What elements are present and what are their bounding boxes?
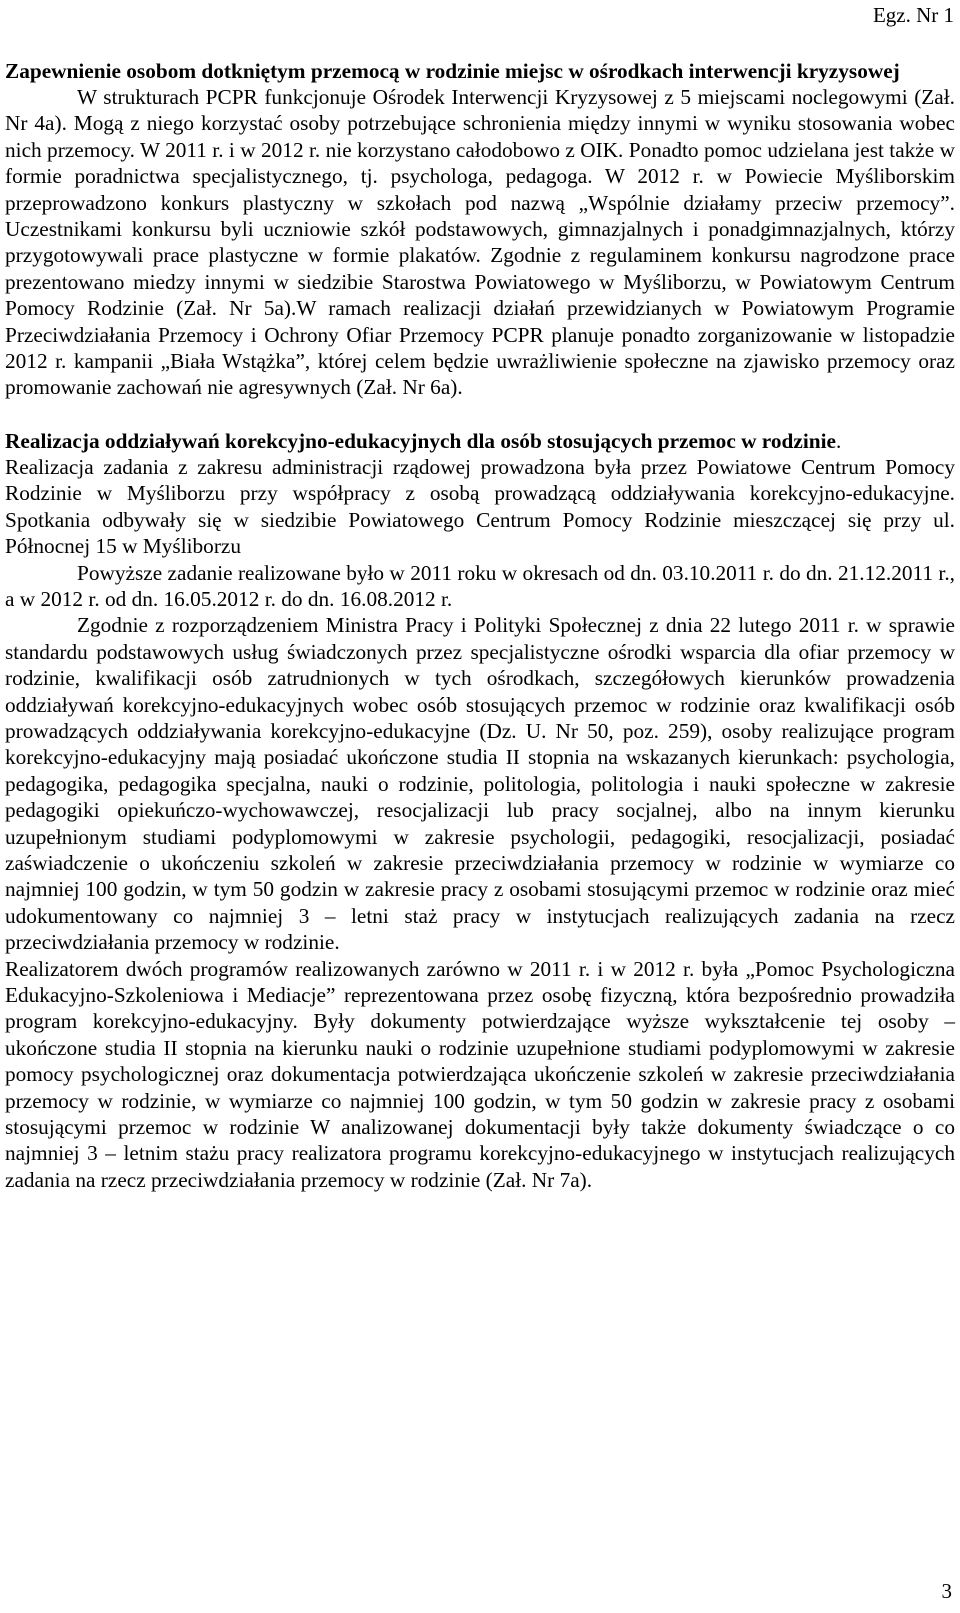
section-gap [5, 401, 955, 428]
attachment-label: Egz. Nr 1 [872, 3, 954, 27]
section2-title-suffix: . [835, 428, 842, 453]
section2-title-text: Realizacja oddziaływań korekcyjno-edukacyjnych dla osób stosujących przemoc w rodzinie [5, 428, 836, 453]
section2-paragraph-1: Realizacja zadania z zakresu administracji rządowej prowadzona była przez Powiatowe Centrum Pomocy Rodzinie w Myśliborzu przy współpracy z osobą prowadzącą oddziaływania korekcyjno-edukacyjne. Spotkania odbywały się w siedzibie Powiatowego Centrum Pomocy Rodzinie mieszczącej się przy ul. Północnej 15 w Myśliborzu [5, 454, 955, 559]
section2-paragraph-4: Realizatorem dwóch programów realizowanych zarówno w 2011 r. i w 2012 r. była „Pomoc Psychologiczna Edukacyjno-Szkoleniowa i Mediacje” reprezentowana przez osobę fizyczną, która bezpośrednio prowadziła program korekcyjno-edukacyjny. Były dokumenty potwierdzające wyższe wykształcenie tej osoby – ukończone studia II stopnia na kierunku nauki o rodzinie uzupełnione studiami podyplomowymi w zakresie pomocy psychologicznej oraz dokumentacja potwierdzająca ukończenie szkoleń w zakresie przeciwdziałania przemocy w rodzinie, w wymiarze co najmniej 100 godzin, w tym 50 godzin w zakresie pracy z osobami stosującymi przemoc w rodzinie W analizowanej dokumentacji były także dokumenty świadczące o co najmniej 3 – letnim stażu pracy realizatora programu korekcyjno-edukacyjnego w instytucjach realizujących zadania na rzecz przeciwdziałania przemocy w rodzinie (Zał. Nr 7a). [5, 956, 955, 1192]
section2-title [5, 428, 955, 454]
section2-paragraph-2: Powyższe zadanie realizowane było w 2011 roku w okresach od dn. 03.10.2011 r. do dn. 21.12.2011 r., a w 2012 r. od dn. 16.05.2012 r. do dn. 16.08.2012 r. [5, 560, 955, 611]
section2-paragraph-3: Zgodnie z rozporządzeniem Ministra Pracy i Polityki Społecznej z dnia 22 lutego 2011 r. w sprawie standardu podstawowych usług świadczonych przez specjalistyczne ośrodki wsparcia dla ofiar przemocy w rodzinie, kwalifikacji osób zatrudnionych w tych ośrodkach, szczegółowych kierunków prowadzenia oddziaływań korekcyjno-edukacyjnych wobec osób stosujących przemoc w rodzinie oraz kwalifikacji osób prowadzących oddziaływania korekcyjno-edukacyjne (Dz. U. Nr 50, poz. 259), osoby realizujące program korekcyjno-edukacyjny mają posiadać ukończone studia II stopnia na wskazanych kierunkach: psychologia, pedagogika, pedagogika specjalna, nauki o rodzinie, politologia, politologia i nauki społeczne w zakresie pedagogiki opiekuńczo-wychowawczej, resocjalizacji lub pracy socjalnej, albo na innym kierunku uzupełnionym studiami podyplomowymi w zakresie psychologii, pedagogiki, resocjalizacji, posiadać zaświadczenie o ukończeniu szkoleń w zakresie przeciwdziałania przemocy w rodzinie w wymiarze co najmniej 100 godzin, w tym 50 godzin w zakresie pracy z osobami stosującymi przemoc w rodzinie oraz mieć udokumentowany co najmniej 3 – letni staż pracy w instytucjach realizujących zadania na rzecz przeciwdziałania przemocy w rodzinie. [5, 613, 955, 955]
page-number: 3 [941, 1579, 952, 1603]
section1-paragraph: W strukturach PCPR funkcjonuje Ośrodek Interwencji Kryzysowej z 5 miejscami noclegowymi (Zał. Nr 4a). Mogą z niego korzystać osoby potrzebujące schronienia między innymi w wyniku stosowania wobec nich przemocy. W 2011 r. i w 2012 r. nie korzystano całodobowo z OIK. Ponadto pomoc udzielana jest także w formie poradnictwa specjalistycznego, tj. psychologa, pedagoga. W 2012 r. w Powiecie Myśliborskim przeprowadzono konkurs plastyczny w szkołach pod nazwą „Wspólnie działamy przeciw przemocy”. Uczestnikami konkursu byli uczniowie szkół podstawowych, gimnazjalnych i ponadgimnazjalnych, którzy przygotowywali prace plastyczne w formie plakatów. Zgodnie z regulaminem konkursu nagrodzone prace prezentowano miedzy innymi w siedzibie Starostwa Powiatowego w Myśliborzu, w Powiatowym Centrum Pomocy Rodzinie (Zał. Nr 5a).W ramach realizacji działań przewidzianych w Powiatowym Programie Przeciwdziałania Przemocy i Ochrony Ofiar Przemocy PCPR planuje ponadto zorganizowanie w listopadzie 2012 r. kampanii „Biała Wstążka”, której celem będzie uwrażliwienie społeczne na zjawisko przemocy oraz promowanie zachowań nie agresywnych (Zał. Nr 6a). [5, 85, 955, 400]
section1-title: Zapewnienie osobom dotkniętym przemocą w rodzinie miejsc w ośrodkach interwencji kryzysowej [5, 59, 900, 83]
document-body [5, 58, 955, 1193]
